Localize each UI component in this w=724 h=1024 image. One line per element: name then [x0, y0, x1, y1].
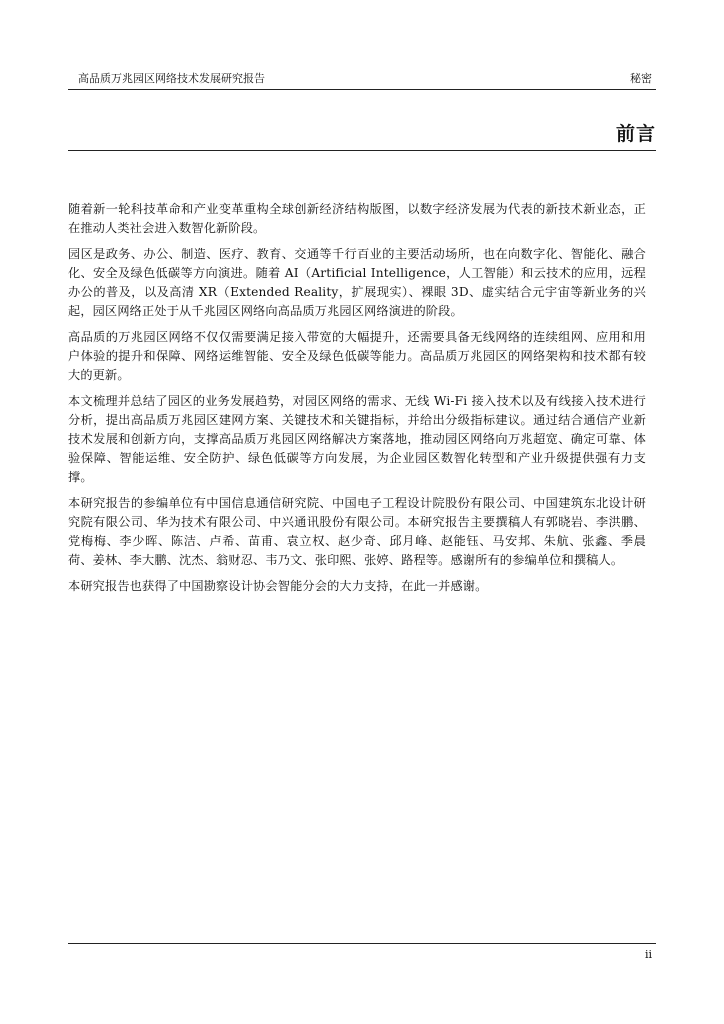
header-classification-label: 秘密 — [630, 72, 652, 85]
header-document-title: 高品质万兆园区网络技术发展研究报告 — [78, 72, 265, 85]
paragraph: 园区是政务、办公、制造、医疗、教育、交通等千行百业的主要活动场所，也在向数字化、智能化、融合化、安全及绿色低碳等方向演进。随着 AI（Artificial Intelligence，人工智能）和云技术的应用，远程办公的普及，以及高清 XR（Extended Reality，扩展现实）、裸眼 3D、虚实结合元宇宙等新业务的兴起，园区网络正处于从千兆园区网络向高品质万兆园区网络演进的阶段。 — [68, 247, 646, 318]
running-header — [68, 70, 656, 88]
section-title-divider — [68, 150, 656, 151]
paragraph: 本研究报告也获得了中国勘察设计协会智能分会的大力支持，在此一并感谢。 — [68, 579, 488, 593]
paragraph: 本文梳理并总结了园区的业务发展趋势，对园区网络的需求、无线 Wi-Fi 接入技术以及有线接入技术进行分析，提出高品质万兆园区建网方案、关键技术和关键指标，并给出分级指标建议。通过结合通信产业新技术发展和创新方向，支撑高品质万兆园区网络解决方案落地，推动园区网络向万兆超宽、确定可靠、体验保障、智能运维、安全防护、绿色低碳等方向发展，为企业园区数智化转型和产业升级提供强有力支撑。 — [68, 394, 646, 484]
paragraph: 随着新一轮科技革命和产业变革重构全球创新经济结构版图，以数字经济发展为代表的新技术新业态，正在推动人类社会进入数智化新阶段。 — [68, 202, 646, 235]
page-number: ii — [644, 948, 652, 961]
body-text — [68, 200, 646, 603]
section-title: 前言 — [615, 123, 656, 145]
header-divider — [68, 89, 656, 90]
footer-divider — [68, 943, 656, 944]
paragraph: 本研究报告的参编单位有中国信息通信研究院、中国电子工程设计院股份有限公司、中国建筑东北设计研究院有限公司、华为技术有限公司、中兴通讯股份有限公司。本研究报告主要撰稿人有郭晓岩、李洪鹏、党梅梅、李少晖、陈洁、卢希、苗甫、袁立权、赵少奇、邱月峰、赵能钰、马安邦、朱航、张鑫、季晨荷、姜林、李大鹏、沈杰、翁财忍、韦乃文、张印熙、张婷、路程等。感谢所有的参编单位和撰稿人。 — [68, 496, 646, 567]
paragraph: 高品质的万兆园区网络不仅仅需要满足接入带宽的大幅提升，还需要具备无线网络的连续组网、应用和用户体验的提升和保障、网络运维智能、安全及绿色低碳等能力。高品质万兆园区的网络架构和技术都有较大的更新。 — [68, 330, 646, 382]
